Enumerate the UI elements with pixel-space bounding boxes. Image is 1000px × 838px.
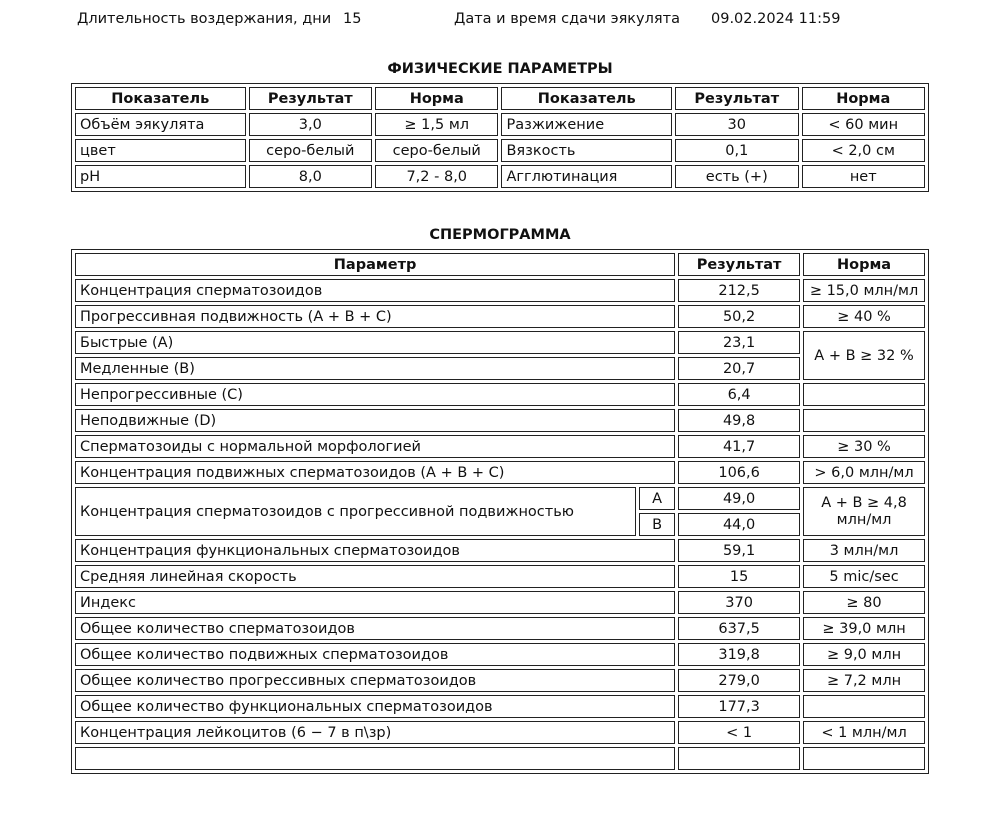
table-row-empty (75, 747, 925, 770)
table-row (75, 409, 925, 432)
param-name: Объём эякулята (75, 113, 246, 136)
datetime-label: Дата и время сдачи эякулята (454, 11, 680, 27)
param-result: 20,7 (678, 357, 800, 380)
param-result: 59,1 (678, 539, 800, 562)
param-result (678, 747, 800, 770)
param-norm (803, 695, 925, 718)
param-norm: ≥ 15,0 млн/мл (803, 279, 925, 302)
param-name: Общее количество прогрессивных сперматозоидов (75, 669, 675, 692)
table-row (75, 539, 925, 562)
param-name: Общее количество подвижных сперматозоидов (75, 643, 675, 666)
param-result: 637,5 (678, 617, 800, 640)
table-row (75, 487, 925, 510)
column-header: Показатель (501, 87, 672, 110)
param-result: 23,1 (678, 331, 800, 354)
param-result: 0,1 (675, 139, 798, 162)
column-header: Норма (803, 253, 925, 276)
param-norm (803, 383, 925, 406)
param-result: 106,6 (678, 461, 800, 484)
param-result: серо-белый (249, 139, 372, 162)
param-norm: ≥ 80 (803, 591, 925, 614)
param-result: 44,0 (678, 513, 800, 536)
param-norm: нет (802, 165, 926, 188)
param-norm: ≥ 7,2 млн (803, 669, 925, 692)
param-result: 177,3 (678, 695, 800, 718)
param-result: 370 (678, 591, 800, 614)
param-result: 50,2 (678, 305, 800, 328)
param-norm: A + B ≥ 4,8 млн/мл (803, 487, 925, 536)
param-norm: ≥ 1,5 мл (375, 113, 498, 136)
param-result: 319,8 (678, 643, 800, 666)
param-norm: 3 млн/мл (803, 539, 925, 562)
spermogram-section-title: СПЕРМОГРАММА (429, 227, 571, 243)
param-name: Прогрессивная подвижность (A + B + C) (75, 305, 675, 328)
spermogram-table (71, 249, 929, 774)
abstinence-label: Длительность воздержания, дни (77, 11, 332, 27)
param-name: Неподвижные (D) (75, 409, 675, 432)
param-name: Общее количество сперматозоидов (75, 617, 675, 640)
column-header: Показатель (75, 87, 246, 110)
table-row (75, 165, 925, 188)
table-row (75, 461, 925, 484)
param-norm: 5 mic/sec (803, 565, 925, 588)
param-name: pH (75, 165, 246, 188)
table-row (75, 279, 925, 302)
param-norm: ≥ 30 % (803, 435, 925, 458)
column-header: Результат (678, 253, 800, 276)
table-row (75, 139, 925, 162)
table-row (75, 113, 925, 136)
param-norm: ≥ 39,0 млн (803, 617, 925, 640)
param-norm: ≥ 9,0 млн (803, 643, 925, 666)
column-header: Параметр (75, 253, 675, 276)
param-result: 8,0 (249, 165, 372, 188)
param-norm: ≥ 40 % (803, 305, 925, 328)
table-row (75, 305, 925, 328)
param-name: Разжижение (501, 113, 672, 136)
param-norm: серо-белый (375, 139, 498, 162)
param-result: 279,0 (678, 669, 800, 692)
param-name: Агглютинация (501, 165, 672, 188)
table-header-row (75, 253, 925, 276)
param-result: 212,5 (678, 279, 800, 302)
param-name: Средняя линейная скорость (75, 565, 675, 588)
table-header-row (75, 87, 925, 110)
param-name: Вязкость (501, 139, 672, 162)
param-norm: < 60 мин (802, 113, 926, 136)
param-norm (803, 747, 925, 770)
table-row (75, 591, 925, 614)
param-name: Концентрация сперматозоидов с прогрессивной подвижностью (75, 487, 636, 536)
param-result: есть (+) (675, 165, 798, 188)
column-header: Норма (375, 87, 498, 110)
table-row (75, 383, 925, 406)
table-row (75, 669, 925, 692)
param-name: Медленные (B) (75, 357, 675, 380)
param-result: 49,0 (678, 487, 800, 510)
param-norm (803, 409, 925, 432)
param-norm: A + B ≥ 32 % (803, 331, 925, 380)
param-name: Концентрация подвижных сперматозоидов (A + B + C) (75, 461, 675, 484)
param-name: Сперматозоиды с нормальной морфологией (75, 435, 675, 458)
physical-params-table (71, 83, 929, 192)
table-row (75, 565, 925, 588)
param-norm: < 1 млн/мл (803, 721, 925, 744)
param-result: 41,7 (678, 435, 800, 458)
param-name (75, 747, 675, 770)
param-name: Непрогрессивные (C) (75, 383, 675, 406)
table-row (75, 695, 925, 718)
param-name: Концентрация сперматозоидов (75, 279, 675, 302)
column-header: Результат (675, 87, 798, 110)
param-result: 30 (675, 113, 798, 136)
param-name: Общее количество функциональных сперматозоидов (75, 695, 675, 718)
subgroup-label: A (639, 487, 675, 510)
param-name: Быстрые (A) (75, 331, 675, 354)
param-result: 49,8 (678, 409, 800, 432)
param-norm: < 2,0 см (802, 139, 926, 162)
param-result: 3,0 (249, 113, 372, 136)
param-result: 15 (678, 565, 800, 588)
param-result: < 1 (678, 721, 800, 744)
param-name: цвет (75, 139, 246, 162)
column-header: Норма (802, 87, 926, 110)
datetime-value: 09.02.2024 11:59 (711, 11, 841, 27)
table-row (75, 357, 925, 380)
abstinence-value: 15 (343, 11, 362, 27)
param-name: Концентрация лейкоцитов (6 − 7 в п\зр) (75, 721, 675, 744)
table-row (75, 617, 925, 640)
param-norm: > 6,0 млн/мл (803, 461, 925, 484)
column-header: Результат (249, 87, 372, 110)
table-row (75, 435, 925, 458)
param-name: Индекс (75, 591, 675, 614)
physical-section-title: ФИЗИЧЕСКИЕ ПАРАМЕТРЫ (387, 61, 613, 77)
subgroup-label: B (639, 513, 675, 536)
param-result: 6,4 (678, 383, 800, 406)
param-norm: 7,2 - 8,0 (375, 165, 498, 188)
table-row (75, 643, 925, 666)
table-row (75, 331, 925, 354)
table-row (75, 721, 925, 744)
param-name: Концентрация функциональных сперматозоидов (75, 539, 675, 562)
